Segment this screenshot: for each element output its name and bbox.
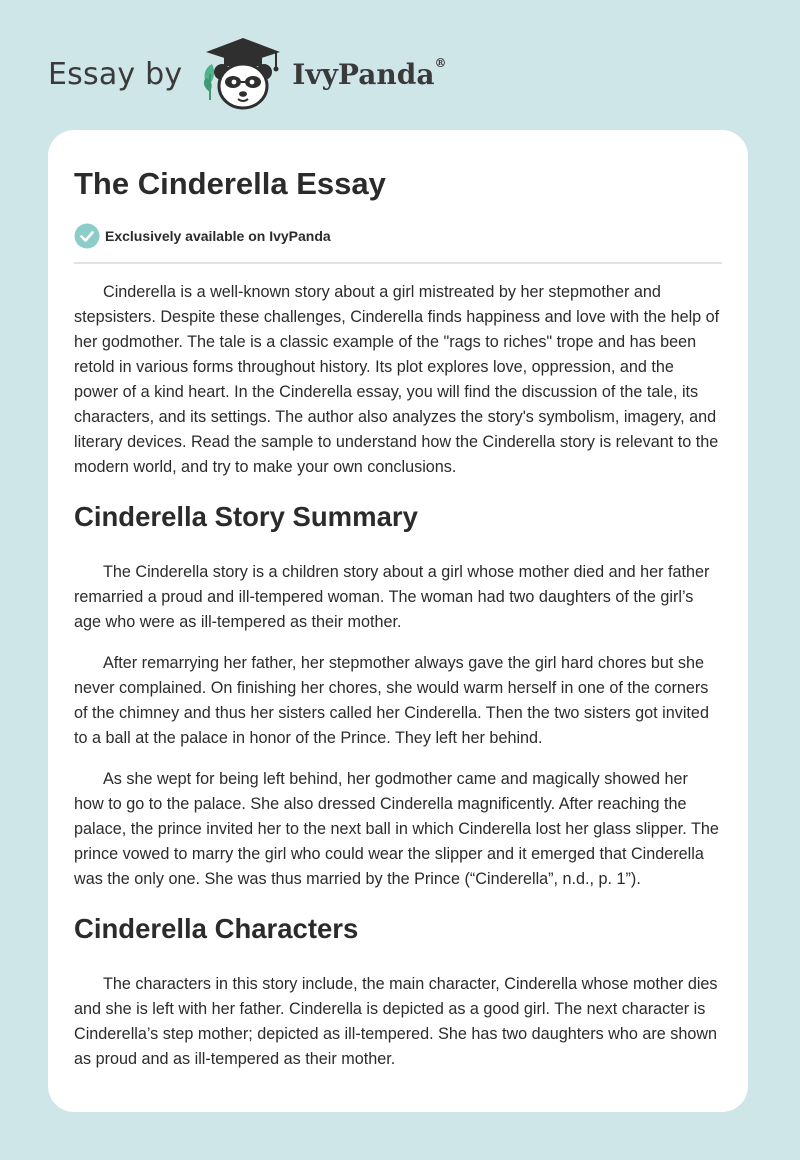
summary-paragraph-3: As she wept for being left behind, her godmother came and magically showed her how to go to the palace. She also dressed Cinderella magnificently. After reaching the palace, the prince invited her to the next ball in which Cinderella lost her glass slipper. The prince vowed to marry the girl who could wear the slipper and it emerged that Cinderella was the only one. She was thus married by the Prince (“Cinderella”, n.d., p. 1”). [74,770,719,888]
checkmark-icon [74,223,100,249]
summary-paragraph-2: After remarrying her father, her stepmother always gave the girl hard chores but she never complained. On finishing her chores, she would warm herself in one of the corners of the chimney and thus her sisters called her Cinderella. Then the two sisters got invited to a ball at the palace in honor of the Prince. They left her behind. [74,654,709,747]
site-header [48,34,446,114]
ivypanda-brand-name[interactable] [292,55,447,91]
summary-paragraph-1: The Cinderella story is a children story about a girl whose mother died and her father remarried a proud and ill-tempered woman. The woman had two daughters of the girl’s age who were as ill-tempered as their mother. [74,563,710,631]
exclusive-label: Exclusively available on IvyPanda [105,228,331,244]
divider [74,262,722,264]
page-title: The Cinderella Essay [74,166,386,201]
characters-paragraph-1: The characters in this story include, the main character, Cinderella whose mother dies and she is left with her father. Cinderella is depicted as a good girl. The next character is Cinderella’s step mother; depicted as ill-tempered. She has two daughters who are shown as proud and as ill-tempered as their mother. [74,975,718,1068]
panda-logo-icon[interactable] [198,34,288,114]
section-heading-summary: Cinderella Story Summary [74,501,418,532]
intro-paragraph: Cinderella is a well-known story about a girl mistreated by her stepmother and stepsisters. Despite these challenges, Cinderella finds happiness and love with the help of her godmother. The tale is a classic example of the "rags to riches" trope and has been retold in various forms throughout history. Its plot explores love, oppression, and the power of a kind heart. In the Cinderella essay, you will find the discussion of the tale, its characters, and its settings. The author also analyzes the story's symbolism, imagery, and literary devices. Read the sample to understand how the Cinderella story is relevant to the modern world, and try to make your own conclusions. [74,283,720,476]
section-heading-characters: Cinderella Characters [74,913,359,944]
registered-mark: ® [434,55,447,70]
essay-by-label: Essay by [48,56,183,92]
exclusive-badge [74,222,722,250]
essay-card [48,130,748,1112]
brand-text: IvyPanda [292,57,435,91]
